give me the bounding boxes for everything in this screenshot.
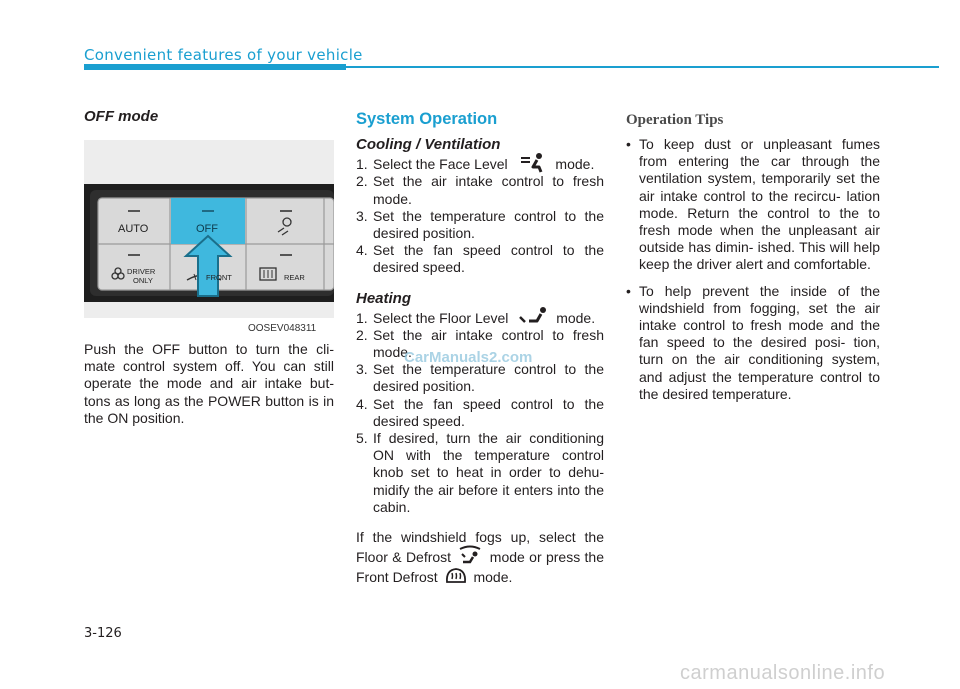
off-mode-body: Push the OFF button to turn the cli- mate control system off. You can still operate the mode and air intake but- tons as long as the POWER button is in the ON position. <box>84 341 334 426</box>
defrost-instructions <box>356 527 604 587</box>
off-mode-heading: OFF mode <box>84 108 159 125</box>
page-number: 3-126 <box>84 626 122 641</box>
operation-tips-heading: Operation Tips <box>626 112 724 128</box>
heating-step-4 <box>356 396 604 430</box>
tip-text: To help prevent the inside of the windshield from fogging, set the air intake control to fresh mode and the fan speed to the desired posi- tion, turn on the air conditioning system, and adjust the temperature control to the desired temperature. <box>639 282 880 402</box>
climate-panel-photo <box>84 140 334 318</box>
cooling-heading: Cooling / Ventilation <box>356 136 501 153</box>
step-number: 4. <box>356 395 368 412</box>
cooling-step-2 <box>356 173 604 207</box>
watermark: CarManuals2.com <box>404 349 533 366</box>
step-text: Set the air intake control to fresh mode. <box>373 326 604 361</box>
column-off-mode <box>84 108 334 125</box>
off-mode-body-wrap <box>84 341 334 427</box>
step-number: 4. <box>356 242 368 259</box>
footer-watermark: carmanualsonline.info <box>680 662 886 684</box>
defrost-text-3: mode. <box>473 569 513 586</box>
step-text-after: mode. <box>555 156 595 172</box>
heating-step-3 <box>356 361 604 395</box>
tip-text: To keep dust or unpleasant fumes from entering the car through the ventilation system, temporarily set the air intake control to the recircu- lation mode. Return the control to the to fresh mode when the unpleasant air outside has dimin- ished. This will help keep the driver alert and comfortable. <box>639 136 880 273</box>
heating-heading: Heating <box>356 289 412 307</box>
step-number: 3. <box>356 361 368 378</box>
off-button-label: OFF <box>196 223 218 235</box>
auto-button-label: AUTO <box>118 223 149 235</box>
cooling-steps <box>356 156 604 277</box>
cooling-step-3 <box>356 208 604 242</box>
floor-defrost-icon <box>458 545 482 565</box>
step-text: Set the fan speed control to the desired speed. <box>373 395 604 429</box>
tip-item-1 <box>626 136 880 274</box>
front-defrost-label: FRONT <box>206 273 232 282</box>
heating-step-5 <box>356 430 604 516</box>
driver-only-label-line2: ONLY <box>133 276 153 285</box>
step-text: Select the Floor Level <box>373 309 509 326</box>
step-text: Set the air intake control to fresh mode. <box>373 173 604 207</box>
heating-step-1 <box>356 310 604 327</box>
step-number: 1. <box>356 309 368 326</box>
tip-item-2 <box>626 283 880 403</box>
step-number: 1. <box>356 156 368 172</box>
bullet-dot: • <box>626 282 631 299</box>
system-operation-heading: System Operation <box>356 110 498 128</box>
defrost-text-2: mode or press the Front Defrost <box>356 549 605 586</box>
step-text: Set the temperature control to the desired position. <box>373 207 604 241</box>
bullet-dot: • <box>626 136 631 152</box>
step-number: 2. <box>356 326 368 343</box>
cooling-step-1 <box>356 156 604 173</box>
tips-list <box>626 136 880 403</box>
floor-level-icon <box>518 307 548 327</box>
step-text-after: mode. <box>556 309 596 326</box>
heating-steps <box>356 310 604 517</box>
face-level-icon <box>518 153 548 173</box>
step-text: Set the fan speed control to the desired speed. <box>373 242 604 276</box>
step-number: 5. <box>356 430 368 447</box>
photo-caption: OOSEV048311 <box>248 323 317 334</box>
defrost-text-1: If the windshield fogs up, select the Floor & Defrost <box>356 529 604 566</box>
step-number: 2. <box>356 173 368 190</box>
header-rule <box>84 66 939 68</box>
column-operation-tips <box>626 112 880 403</box>
step-number: 3. <box>356 207 368 224</box>
front-defrost-icon <box>445 566 467 584</box>
rear-defrost-label: REAR <box>284 273 305 282</box>
step-text: Select the Face Level <box>373 156 508 172</box>
step-text: If desired, turn the air conditioning ON with the temperature control knob set to heat in order to dehu- midify the air before it enters into the cabin. <box>373 430 604 515</box>
step-text: Set the temperature control to the desired position. <box>373 361 604 395</box>
driver-only-label-line1: DRIVER <box>127 267 156 276</box>
cooling-step-4 <box>356 242 604 276</box>
section-header-title: Convenient features of your vehicle <box>84 46 363 64</box>
